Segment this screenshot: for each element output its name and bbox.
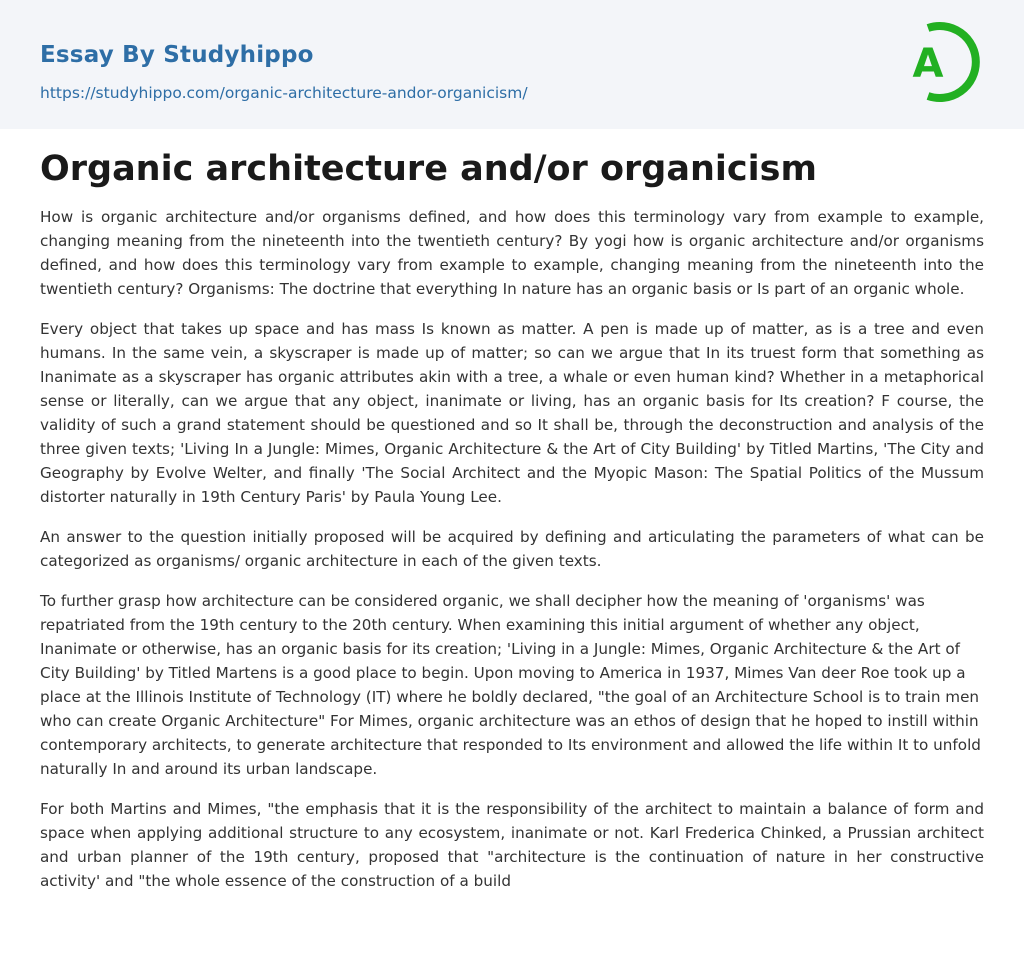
essay-paragraph: To further grasp how architecture can be considered organic, we shall decipher how the meaning of 'organisms' was repatriated from the 19th century to the 20th century. When examining this initial argument of whether any object, Inanimate or otherwise, has an organic basis for its creation; 'Living in a Jungle: Mimes, Organic Architecture & the Art of City Building' by Titled Martens is a good place to begin. Upon moving to America in 1937, Mimes Van deer Roe took up a place at the Illinois Institute of Technology (IT) where he boldly declared, "the goal of an Architecture School is to train men who can create Organic Architecture" For Mimes, organic architecture was an ethos of design that he hoped to instill within contemporary architects, to generate architecture that responded to Its environment and allowed the life within It to unfold naturally In and around its urban landscape. — [40, 592, 981, 778]
essay-paragraph: How is organic architecture and/or organisms defined, and how does this terminology vary from example to example, changing meaning from the nineteenth into the twentieth century? By yogi how is organic architecture and/or organisms defined, and how does this terminology vary from example to example, changing meaning from the nineteenth into the twentieth century? Organisms: The doctrine that everything In nature has an organic basis or Is part of an organic whole. — [40, 208, 984, 298]
source-url-link[interactable]: https://studyhippo.com/organic-architecture-andor-organicism/ — [40, 84, 528, 102]
logo-letter: A — [912, 41, 944, 87]
essay-title: Organic architecture and/or organicism — [40, 149, 817, 189]
essay-paragraph: An answer to the question initially proposed will be acquired by defining and articulating the parameters of what can be categorized as organisms/ organic architecture in each of the given texts. — [40, 528, 984, 570]
essay-content — [0, 129, 1024, 893]
essay-paragraph: For both Martins and Mimes, "the emphasis that it is the responsibility of the architect to maintain a balance of form and space when applying additional structure to any ecosystem, inanimate or not. Karl Frederica Chinked, a Prussian architect and urban planner of the 19th century, proposed that "architecture is the continuation of nature in her constructive activity' and "the whole essence of the construction of a build — [40, 800, 984, 890]
studyhippo-logo-icon[interactable] — [900, 20, 984, 104]
page-header — [0, 0, 1024, 129]
essay-paragraph: Every object that takes up space and has mass Is known as matter. A pen is made up of matter, as is a tree and even humans. In the same vein, a skyscraper is made up of matter; so can we argue that In its truest form that something as Inanimate as a skyscraper has organic attributes akin with a tree, a whale or even human kind? Whether in a metaphorical sense or literally, can we argue that any object, inanimate or living, has an organic basis for Its creation? F course, the validity of such a grand statement should be questioned and so It shall be, through the deconstruction and analysis of the three given texts; 'Living In a Jungle: Mimes, Organic Architecture & the Art of City Building' by Titled Martins, 'The City and Geography by Evolve Welter, and finally 'The Social Architect and the Myopic Mason: The Spatial Politics of the Mussum distorter naturally in 19th Century Paris' by Paula Young Lee. — [40, 320, 984, 506]
site-title: Essay By Studyhippo — [40, 42, 314, 68]
